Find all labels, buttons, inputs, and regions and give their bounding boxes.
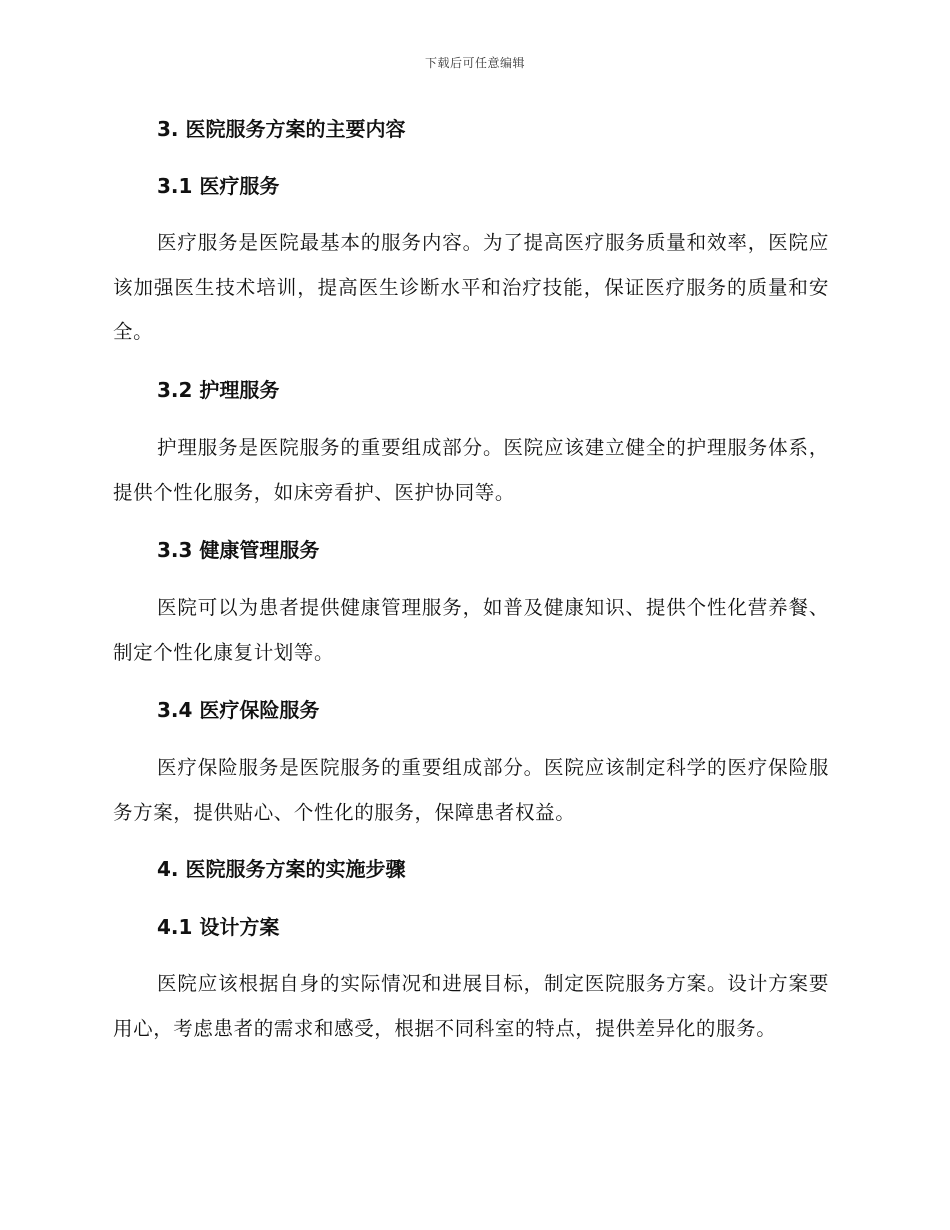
section-heading-4: 4. 医院服务方案的实施步骤 bbox=[157, 857, 406, 881]
paragraph-3-3: 医院可以为患者提供健康管理服务，如普及健康知识、提供个性化营养餐、制定个性化康复计划等。 bbox=[113, 596, 829, 664]
section-heading-3-3: 3.3 健康管理服务 bbox=[157, 538, 320, 562]
section-heading-4-1: 4.1 设计方案 bbox=[157, 915, 280, 939]
paragraph-4-1: 医院应该根据自身的实际情况和进展目标，制定医院服务方案。设计方案要用心，考虑患者的需求和感受，根据不同科室的特点，提供差异化的服务。 bbox=[113, 972, 829, 1040]
header-note: 下载后可任意编辑 bbox=[424, 56, 525, 70]
section-heading-3-2: 3.2 护理服务 bbox=[157, 378, 280, 402]
paragraph-3-2: 护理服务是医院服务的重要组成部分。医院应该建立健全的护理服务体系，提供个性化服务，如床旁看护、医护协同等。 bbox=[113, 436, 829, 504]
paragraph-3-4: 医疗保险服务是医院服务的重要组成部分。医院应该制定科学的医疗保险服务方案，提供贴心、个性化的服务，保障患者权益。 bbox=[113, 756, 829, 824]
paragraph-3-1: 医疗服务是医院最基本的服务内容。为了提高医疗服务质量和效率，医院应该加强医生技术培训，提高医生诊断水平和治疗技能，保证医疗服务的质量和安全。 bbox=[113, 231, 829, 343]
section-heading-3: 3. 医院服务方案的主要内容 bbox=[157, 117, 406, 141]
section-heading-3-4: 3.4 医疗保险服务 bbox=[157, 698, 320, 722]
section-heading-3-1: 3.1 医疗服务 bbox=[157, 174, 280, 198]
